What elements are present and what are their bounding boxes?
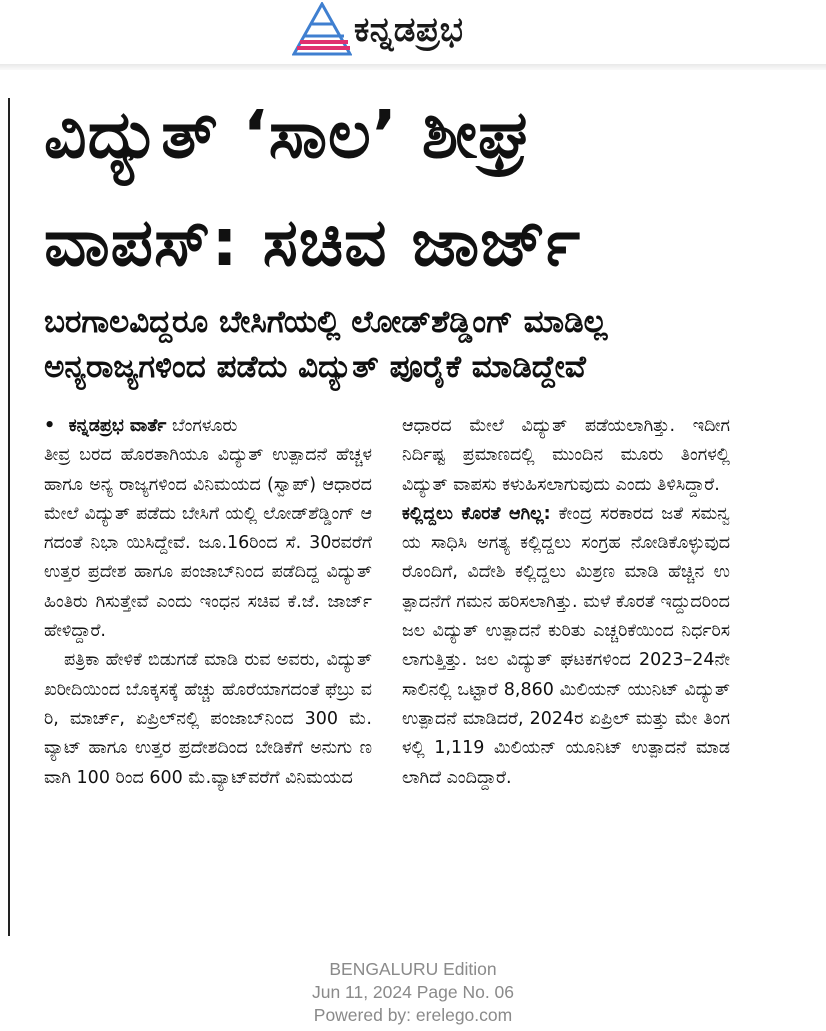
news-article — [0, 90, 826, 950]
powered-by-link[interactable]: Powered by: erelego.com — [313, 1005, 513, 1025]
article-column-right — [402, 412, 730, 793]
article-paragraph: ಪತ್ರಿಕಾ ಹೇಳಿಕೆ ಬಿಡುಗಡೆ ಮಾಡಿ ರುವ ಅವರು, ವಿದ್ಯುತ್ ಖರೀದಿಯಿಂದ ಬೊಕ್ಕಸಕ್ಕೆ ಹೆಚ್ಚು ಹೊರೆಯಾಗದಂತೆ ಫೆಬ್ರು ವರಿ, ಮಾರ್ಚ್, ಏಪ್ರಿಲ್‌ನಲ್ಲಿ ಪಂಜಾಬ್‌ನಿಂದ 300 ಮೆ.ವ್ಯಾಟ್ ಹಾಗೂ ಉತ್ತರ ಪ್ರದೇಶದಿಂದ ಬೇಡಿಕೆಗೆ ಅನುಗು ಣವಾಗಿ 100 ರಿಂದ 600 ಮೆ.ವ್ಯಾಟ್‌ವರೆಗೆ ವಿನಿಮಯದ — [44, 650, 372, 788]
article-paragraph: ತೀವ್ರ ಬರದ ಹೊರತಾಗಿಯೂ ವಿದ್ಯುತ್ ಉತ್ಪಾದನೆ ಹೆಚ್ಚಳ ಹಾಗೂ ಅನ್ಯ ರಾಜ್ಯಗಳಿಂದ ವಿನಿಮಯದ (ಸ್ವಾಪ್) ಆಧಾರದ ಮೇಲೆ ವಿದ್ಯುತ್ ಪಡೆದು ಬೇಸಿಗೆ ಯಲ್ಲಿ ಲೋಡ್‌ಶೆಡ್ಡಿಂಗ್ ಆಗದಂತೆ ನಿಭಾ ಯಿಸಿದ್ದೇವೆ. ಜೂ.16ರಿಂದ ಸೆ. 30ರವರೆಗೆ ಉತ್ತರ ಪ್ರದೇಶ ಹಾಗೂ ಪಂಜಾಬ್‌ನಿಂದ ಪಡೆದಿದ್ದ ವಿದ್ಯುತ್ ಹಿಂತಿರು ಗಿಸುತ್ತೇವೆ ಎಂದು ಇಂಧನ ಸಚಿವ ಕೆ.ಜೆ. ಜಾರ್ಜ್ ಹೇಳಿದ್ದಾರೆ. — [44, 445, 372, 642]
masthead-divider — [0, 64, 826, 70]
column-rule — [8, 98, 10, 936]
inline-subtitle: ಕಲ್ಲಿದ್ದಲು ಕೊರತೆ ಆಗಿಲ್ಲ: — [402, 503, 551, 524]
byline-place: ಬೆಂಗಳೂರು — [171, 416, 238, 436]
triangle-logo-icon — [292, 2, 352, 56]
subheadline-line-1: ಬರಗಾಲವಿದ್ದರೂ ಬೇಸಿಗೆಯಲ್ಲಿ ಲೋಡ್‌ಶೆಡ್ಡಿಂಗ್ ಮಾಡಿಲ್ಲ — [44, 304, 608, 340]
page-footer — [0, 958, 826, 1027]
article-paragraph: ಆಧಾರದ ಮೇಲೆ ವಿದ್ಯುತ್ ಪಡೆಯಲಾಗಿತ್ತು. ಇದೀಗ ನಿರ್ದಿಷ್ಟ ಪ್ರಮಾಣದಲ್ಲಿ ಮುಂದಿನ ಮೂರು ತಿಂಗಳಲ್ಲಿ ವಿದ್ಯುತ್ ವಾಪಸು ಕಳುಹಿಸಲಾಗುವುದು ಎಂದು ತಿಳಿಸಿದ್ದಾರೆ. — [402, 416, 730, 495]
byline-bullet: • — [44, 416, 56, 436]
masthead — [0, 0, 826, 64]
article-column-left — [44, 412, 372, 793]
headline-line-2: ವಾಪಸ್: ಸಚಿವ ಜಾರ್ಜ್ — [44, 204, 582, 281]
date-page-label: Jun 11, 2024 Page No. 06 — [311, 982, 515, 1002]
headline-line-1: ವಿದ್ಯುತ್ ‘ಸಾಲ’ ಶೀಘ್ರ — [44, 96, 532, 173]
subheadline-line-2: ಅನ್ಯರಾಜ್ಯಗಳಿಂದ ಪಡೆದು ವಿದ್ಯುತ್ ಪೂರೈಕೆ ಮಾಡಿದ್ದೇವೆ — [44, 349, 586, 385]
article-paragraph — [402, 500, 730, 793]
byline — [44, 412, 372, 441]
byline-brand: ಕನ್ನಡಪ್ರಭ ವಾರ್ತೆ — [68, 416, 167, 436]
paragraph-text: ಕೇಂದ್ರ ಸರಕಾರದ ಜತೆ ಸಮನ್ವಯ ಸಾಧಿಸಿ ಅಗತ್ಯ ಕಲ್ಲಿದ್ದಲು ಸಂಗ್ರಹ ನೋಡಿಕೊಳ್ಳುವುದರೊಂದಿಗೆ, ವಿದೇಶಿ ಕಲ್ಲಿದ್ದಲು ಮಿಶ್ರಣ ಮಾಡಿ ಹೆಚ್ಚಿನ ಉತ್ಪಾದನೆಗೆ ಗಮನ ಹರಿಸಲಾಗಿತ್ತು. ಮಳೆ ಕೊರತೆ ಇದ್ದುದರಿಂದ ಜಲ ವಿದ್ಯುತ್ ಉತ್ಪಾದನೆ ಕುರಿತು ಎಚ್ಚರಿಕೆಯಿಂದ ನಿರ್ಧರಿಸಲಾಗುತ್ತಿತ್ತು. ಜಲ ವಿದ್ಯುತ್ ಘಟಕಗಳಿಂದ 2023–24ನೇ ಸಾಲಿನಲ್ಲಿ ಒಟ್ಟಾರೆ 8,860 ಮಿಲಿಯನ್ ಯುನಿಟ್ ವಿದ್ಯುತ್ ಉತ್ಪಾದನೆ ಮಾಡಿದರೆ, 2024ರ ಏಪ್ರಿಲ್ ಮತ್ತು ಮೇ ತಿಂಗಳಲ್ಲಿ 1,119 ಮಿಲಿಯನ್ ಯೂನಿಟ್ ಉತ್ಪಾದನೆ ಮಾಡಲಾಗಿದೆ ಎಂದಿದ್ದಾರೆ. — [402, 503, 730, 788]
newspaper-logo[interactable] — [292, 2, 542, 58]
edition-label: BENGALURU Edition — [329, 959, 497, 979]
newspaper-brand: ಕನ್ನಡಪ್ರಭ — [354, 10, 464, 50]
